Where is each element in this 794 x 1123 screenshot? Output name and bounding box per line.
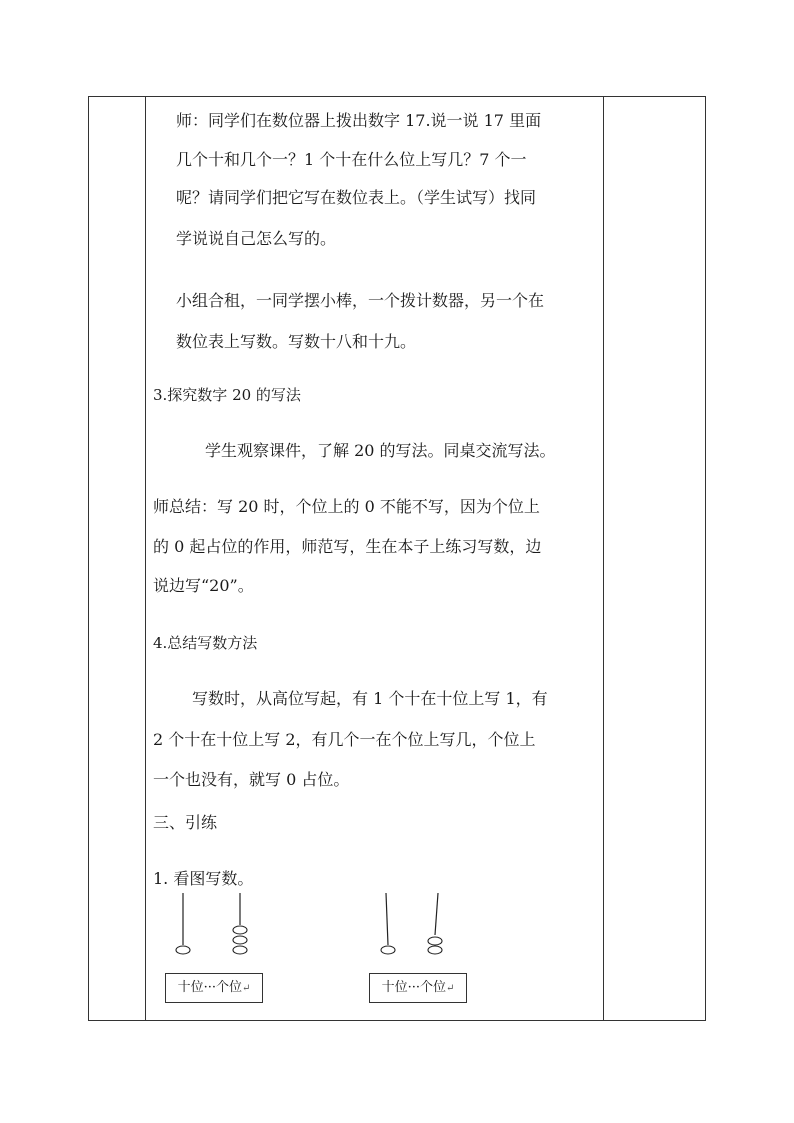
place-value-label-right — [369, 973, 467, 1003]
abacus-right-drawing — [375, 891, 455, 963]
tens-bead — [176, 946, 190, 954]
para1-line-4: 学说说自己怎么写的。 — [176, 229, 337, 248]
para4-line-3: 说边写“20”。 — [153, 576, 254, 595]
para1-line-3: 呢？请同学们把它写在数位表上。（学生试写）找同 — [176, 188, 537, 207]
heading-summary: 4.总结写数方法 — [153, 634, 258, 652]
para1-line-1: 师：同学们在数位器上拨出数字 17.说一说 17 里面 — [176, 111, 542, 130]
ones-bead — [428, 937, 442, 945]
abacus-left-drawing — [171, 891, 251, 963]
ones-bead — [233, 936, 247, 944]
right-column — [603, 97, 705, 1020]
content-column — [147, 97, 604, 1020]
exercise-1-title: 1. 看图写数。 — [153, 869, 254, 888]
para5-line-1: 写数时，从高位写起，有 1 个十在十位上写 1，有 — [192, 689, 548, 708]
left-column — [89, 97, 146, 1020]
para2-line-2: 数位表上写数。写数十八和十九。 — [176, 332, 417, 351]
para3: 学生观察课件，了解 20 的写法。同桌交流写法。 — [205, 441, 556, 460]
return-mark-icon: ↵ — [446, 983, 455, 994]
ones-bead — [233, 926, 247, 934]
lesson-table — [88, 96, 706, 1021]
tens-bead — [381, 946, 395, 954]
section-practice: 三、引练 — [153, 813, 218, 832]
place-value-label-left — [165, 973, 263, 1003]
para2-line-1: 小组合租，一同学摆小棒，一个拨计数器，另一个在 — [176, 291, 545, 310]
para1-line-2: 几个十和几个一？1 个十在什么位上写几？7 个一 — [176, 150, 527, 169]
ones-bead — [428, 946, 442, 954]
abacus-left — [171, 891, 251, 963]
para4-line-2: 的 0 起占位的作用，师范写，生在本子上练习写数，边 — [153, 537, 542, 556]
abacus-right — [375, 891, 455, 963]
ones-bead — [233, 946, 247, 954]
para4-line-1: 师总结：写 20 时，个位上的 0 不能不写，因为个位上 — [153, 497, 540, 516]
para5-line-2: 2 个十在十位上写 2，有几个一在个位上写几，个位上 — [153, 730, 536, 749]
place-value-label-right-text: 十位···个位 — [381, 980, 446, 995]
para5-line-3: 一个也没有，就写 0 占位。 — [153, 770, 350, 789]
heading-explore-20: 3.探究数字 20 的写法 — [153, 386, 301, 404]
return-mark-icon: ↵ — [242, 983, 251, 994]
place-value-label-left-text: 十位···个位 — [177, 980, 242, 995]
